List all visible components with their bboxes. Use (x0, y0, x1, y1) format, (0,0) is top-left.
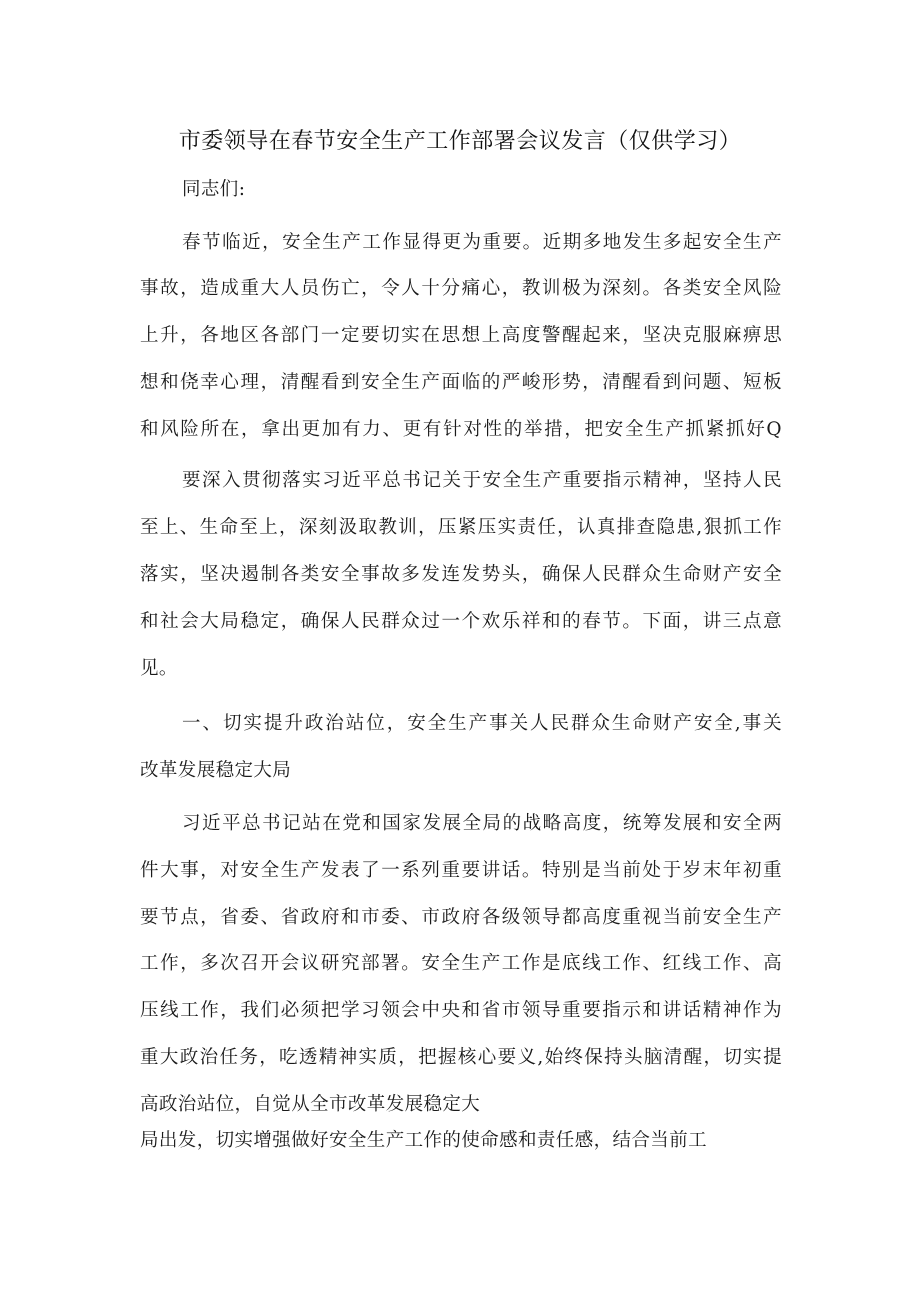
paragraph-line: 件大事，对安全生产发表了一系列重要讲话。特别是当前处于岁末年初重 (140, 860, 782, 881)
paragraph-line: 落实，坚决遏制各类安全事故多发连发势头，确保人民群众生命财产安全 (140, 564, 782, 585)
paragraph-line: 高政治站位，自觉从全市改革发展稳定大 (140, 1094, 481, 1115)
paragraph-line: 和风险所在，拿出更加有力、更有针对性的举措，把安全生产抓紧抓好Q (140, 419, 782, 440)
paragraph-line: 上升，各地区各部门一定要切实在思想上高度警醒起来，坚决克服麻痹思 (140, 325, 782, 346)
section-heading-line: 一、切实提升政治站位，安全生产事关人民群众生命财产安全,事关 (182, 713, 782, 734)
paragraph-line: 习近平总书记站在党和国家发展全局的战略高度，统筹发展和安全两 (182, 813, 782, 834)
paragraph-line: 局出发，切实增强做好安全生产工作的使命感和责任感，结合当前工 (140, 1130, 708, 1151)
paragraph-line: 春节临近，安全生产工作显得更为重要。近期多地发生多起安全生产 (182, 232, 782, 253)
paragraph-line: 要深入贯彻落实习近平总书记关于安全生产重要指示精神，坚持人民 (182, 470, 782, 491)
salutation: 同志们: (182, 179, 246, 200)
paragraph-line: 要节点，省委、省政府和市委、市政府各级领导都高度重视当前安全生产 (140, 907, 782, 928)
paragraph-line: 重大政治任务，吃透精神实质，把握核心要义,始终保持头脑清醒，切实提 (140, 1047, 782, 1068)
paragraph-line: 想和侥幸心理，清醒看到安全生产面临的严峻形势，清醒看到问题、短板 (140, 372, 782, 393)
paragraph-line: 至上、生命至上，深刻汲取教训，压紧压实责任，认真排查隐患,狠抓工作 (140, 517, 782, 538)
paragraph-line: 工作，多次召开会议研究部署。安全生产工作是底线工作、红线工作、高 (140, 953, 782, 974)
paragraph-line: 压线工作，我们必须把学习领会中央和省市领导重要指示和讲话精神作为 (140, 1000, 782, 1021)
section-heading-line: 改革发展稳定大局 (140, 760, 292, 781)
paragraph-line: 见。 (140, 658, 178, 679)
document-title: 市委领导在春节安全生产工作部署会议发言（仅供学习） (178, 129, 742, 154)
paragraph-line: 和社会大局稳定，确保人民群众过一个欢乐祥和的春节。下面，讲三点意 (140, 611, 782, 632)
paragraph-line: 事故，造成重大人员伤亡，令人十分痛心，教训极为深刻。各类安全风险 (140, 278, 782, 299)
